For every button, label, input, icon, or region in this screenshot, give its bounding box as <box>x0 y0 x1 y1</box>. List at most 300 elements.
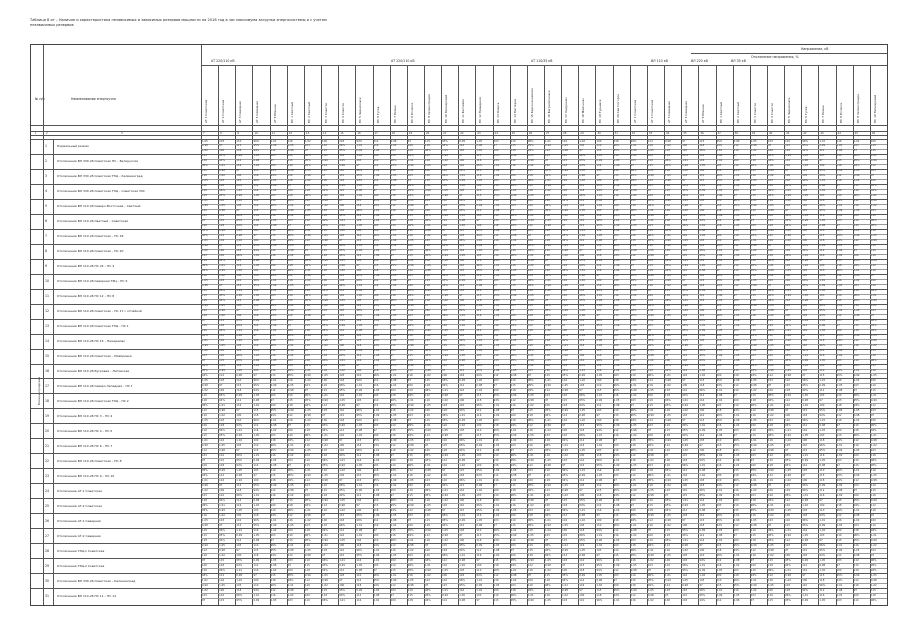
table-cell: 100 <box>494 349 499 352</box>
table-cell: 115 <box>785 284 790 287</box>
table-cell: 95% <box>871 564 877 567</box>
table-cell: 1,02 <box>202 249 208 252</box>
table-cell: 94% <box>202 474 208 477</box>
table-cell: 97 <box>665 594 668 597</box>
table-cell: 0,99 <box>408 364 414 367</box>
table-cell: 97 <box>356 404 359 407</box>
table-cell: 97 <box>528 574 531 577</box>
table-cell: 1,01 <box>819 379 825 382</box>
subrow-rule <box>201 309 887 310</box>
table-cell: 103 <box>871 169 876 172</box>
table-cell: 94% <box>528 489 534 492</box>
header-rotated-label: ПС 11 Балтийск <box>461 99 465 123</box>
table-cell: 110 <box>528 204 533 207</box>
table-cell: 94% <box>871 289 877 292</box>
table-cell: 103 <box>837 319 842 322</box>
table-cell: 110 <box>665 464 670 467</box>
header-rotated-label: ПС 6 Гусев <box>376 107 380 123</box>
table-cell: 1,01 <box>425 224 431 227</box>
table-cell: 116 <box>339 394 344 397</box>
table-cell: 112 <box>682 269 687 272</box>
table-cell: 1,05 <box>322 574 328 577</box>
table-cell: 96% <box>734 199 740 202</box>
table-cell: 0,98 <box>202 524 208 527</box>
table-cell: 118 <box>271 479 276 482</box>
table-cell: 110 <box>391 324 396 327</box>
table-cell: 0,99 <box>494 269 500 272</box>
table-cell: 118 <box>802 274 807 277</box>
table-cell: 112 <box>305 339 310 342</box>
table-cell: 116 <box>494 579 499 582</box>
table-row-number: 22 <box>45 459 49 463</box>
table-cell: 0,98 <box>648 594 654 597</box>
table-row-name: Отключение ВЛ 330 кВ Советская – Калининград <box>57 579 135 583</box>
table-cell: 94% <box>579 364 585 367</box>
table-cell: 96% <box>511 494 517 497</box>
table-cell: 118 <box>425 484 430 487</box>
table-cell: 100 <box>528 479 533 482</box>
table-cell: 95% <box>734 584 740 587</box>
table-cell: 94% <box>871 329 877 332</box>
table-cell: 95% <box>288 374 294 377</box>
table-cell: 96% <box>322 319 328 322</box>
table-cell: 103 <box>219 519 224 522</box>
table-cell: 1,02 <box>734 564 740 567</box>
header-rotated-label: ПС 10 Пионерский <box>873 95 877 123</box>
header-rotated-label: АТ 1 Советская <box>633 100 637 123</box>
table-cell: 103 <box>768 279 773 282</box>
table-cell: 112 <box>682 509 687 512</box>
table-cell: 1,01 <box>356 244 362 247</box>
table-cell: 97 <box>271 499 274 502</box>
table-cell: 100 <box>236 514 241 517</box>
table-cell: 116 <box>785 164 790 167</box>
table-cell: 116 <box>271 214 276 217</box>
table-cell: 115 <box>322 589 327 592</box>
table-cell: 95% <box>442 519 448 522</box>
table-cell: 110 <box>871 244 876 247</box>
table-cell: 0,98 <box>202 284 208 287</box>
table-cell: 116 <box>511 164 516 167</box>
table-cell: 97 <box>837 464 840 467</box>
table-cell: 1,02 <box>202 489 208 492</box>
table-cell: 100 <box>288 289 293 292</box>
table-cell: 1,01 <box>339 219 345 222</box>
table-cell: 95% <box>374 199 380 202</box>
table-cell: 110 <box>785 419 790 422</box>
table-cell: 115 <box>459 469 464 472</box>
table-cell: 103 <box>271 194 276 197</box>
table-cell: 112 <box>699 294 704 297</box>
table-cell: 110 <box>648 299 653 302</box>
table-cell: 1,02 <box>391 244 397 247</box>
table-cell: 1,01 <box>785 569 791 572</box>
table-cell: 1,05 <box>374 389 380 392</box>
table-cell: 94% <box>425 359 431 362</box>
table-cell: 116 <box>528 529 533 532</box>
table-cell: 1,05 <box>648 389 654 392</box>
table-cell: 1,02 <box>339 229 345 232</box>
table-cell: 0,99 <box>253 459 259 462</box>
table-cell: 1,02 <box>614 229 620 232</box>
table-cell: 94% <box>614 214 620 217</box>
table-cell: 94% <box>837 339 843 342</box>
table-cell: 110 <box>288 294 293 297</box>
table-cell: 96% <box>717 514 723 517</box>
table-cell: 1,05 <box>271 559 277 562</box>
table-cell: 116 <box>751 174 756 177</box>
table-cell: 96% <box>271 204 277 207</box>
table-row-number: 7 <box>45 234 47 238</box>
table-cell: 103 <box>442 404 447 407</box>
table-cell: 1,02 <box>528 364 534 367</box>
table-cell: 112 <box>614 189 619 192</box>
table-cell: 96% <box>734 439 740 442</box>
table-cell: 115 <box>837 159 842 162</box>
table-cell: 0,98 <box>682 204 688 207</box>
table-cell: 0,99 <box>596 159 602 162</box>
table-cell: 0,98 <box>785 374 791 377</box>
table-cell: 1,01 <box>614 219 620 222</box>
table-cell: 1,01 <box>253 494 259 497</box>
table-cell: 118 <box>408 599 413 602</box>
table-cell: 97 <box>871 174 874 177</box>
table-cell: 103 <box>425 339 430 342</box>
table-cell: 110 <box>305 459 310 462</box>
table-cell: 94% <box>305 364 311 367</box>
table-cell: 1,02 <box>734 464 740 467</box>
table-cell: 0,99 <box>785 154 791 157</box>
table-cell: 97 <box>271 159 274 162</box>
table-cell: 0,98 <box>322 579 328 582</box>
table-cell: 97 <box>802 474 805 477</box>
table-cell: 94% <box>408 194 414 197</box>
table-cell: 110 <box>734 404 739 407</box>
subrow-rule <box>201 383 887 384</box>
table-cell: 1,02 <box>322 304 328 307</box>
table-cell: 95% <box>802 244 808 247</box>
table-cell: 116 <box>391 549 396 552</box>
table-cell: 118 <box>717 309 722 312</box>
table-cell: 1,05 <box>699 164 705 167</box>
table-cell: 112 <box>305 439 310 442</box>
table-cell: 116 <box>305 304 310 307</box>
table-cell: 116 <box>751 514 756 517</box>
table-cell: 115 <box>408 214 413 217</box>
table-cell: 0,98 <box>562 249 568 252</box>
table-cell: 1,02 <box>305 419 311 422</box>
table-cell: 95% <box>528 144 534 147</box>
table-cell: 1,01 <box>768 404 774 407</box>
table-cell: 1,02 <box>562 214 568 217</box>
table-cell: 116 <box>854 204 859 207</box>
table-cell: 0,99 <box>631 349 637 352</box>
table-cell: 0,98 <box>562 489 568 492</box>
table-cell: 96% <box>665 159 671 162</box>
table-cell: 94% <box>631 419 637 422</box>
table-cell: 110 <box>442 439 447 442</box>
table-cell: 96% <box>785 594 791 597</box>
table-cell: 1,01 <box>579 509 585 512</box>
table-cell: 94% <box>356 519 362 522</box>
table-cell: 1,05 <box>391 414 397 417</box>
table-cell: 97 <box>837 324 840 327</box>
table-cell: 94% <box>665 369 671 372</box>
table-cell: 118 <box>665 294 670 297</box>
table-cell: 1,02 <box>425 234 431 237</box>
table-cell: 115 <box>339 414 344 417</box>
table-cell: 97 <box>734 294 737 297</box>
table-cell: 95% <box>511 359 517 362</box>
table-cell: 94% <box>631 140 637 143</box>
table-cell: 103 <box>751 494 756 497</box>
table-cell: 112 <box>271 389 276 392</box>
table-cell: 112 <box>339 569 344 572</box>
table-cell: 97 <box>356 264 359 267</box>
header-rotated-label: АТ 5 Южная <box>701 104 705 123</box>
table-cell: 112 <box>614 529 619 532</box>
table-cell: 1,02 <box>579 519 585 522</box>
table-cell: 110 <box>854 219 859 222</box>
header-group-4: ВЛ 110 кВ <box>651 59 668 63</box>
table-cell: 1,05 <box>442 329 448 332</box>
table-cell: 1,01 <box>511 429 517 432</box>
table-cell: 118 <box>579 329 584 332</box>
table-cell: 110 <box>476 189 481 192</box>
table-cell: 0,98 <box>494 409 500 412</box>
table-cell: 1,01 <box>425 564 431 567</box>
table-cell: 118 <box>476 499 481 502</box>
table-cell: 1,01 <box>768 264 774 267</box>
table-cell: 100 <box>596 279 601 282</box>
table-cell: 103 <box>631 539 636 542</box>
table-cell: 103 <box>236 304 241 307</box>
table-cell: 100 <box>271 164 276 167</box>
table-cell: 1,05 <box>356 424 362 427</box>
table-cell: 0,98 <box>391 519 397 522</box>
table-cell: 116 <box>562 179 567 182</box>
table-cell: 118 <box>837 504 842 507</box>
table-cell: 116 <box>699 539 704 542</box>
table-cell: 1,05 <box>459 494 465 497</box>
table-cell: 118 <box>699 144 704 147</box>
table-cell: 0,98 <box>236 574 242 577</box>
table-cell: 97 <box>408 179 411 182</box>
table-cell: 95% <box>854 159 860 162</box>
table-cell: 118 <box>459 234 464 237</box>
table-cell: 1,02 <box>837 594 843 597</box>
header-index: 23 <box>477 132 480 135</box>
table-cell: 94% <box>391 269 397 272</box>
table-cell: 112 <box>253 184 258 187</box>
table-cell: 0,98 <box>511 474 517 477</box>
table-cell: 116 <box>374 484 379 487</box>
table-cell: 1,02 <box>408 549 414 552</box>
table-cell: 1,02 <box>339 369 345 372</box>
table-cell: 110 <box>408 389 413 392</box>
table-cell: 94% <box>494 159 500 162</box>
table-cell: 94% <box>682 534 688 537</box>
table-cell: 115 <box>305 224 310 227</box>
table-cell: 103 <box>476 254 481 257</box>
table-cell: 0,98 <box>356 289 362 292</box>
table-cell: 95% <box>734 344 740 347</box>
header-index: 13 <box>306 132 309 135</box>
table-cell: 97 <box>871 514 874 517</box>
table-cell: 118 <box>785 489 790 492</box>
table-cell: 103 <box>665 149 670 152</box>
table-cell: 97 <box>596 554 599 557</box>
table-cell: 116 <box>528 189 533 192</box>
table-cell: 96% <box>614 144 620 147</box>
table-cell: 100 <box>751 324 756 327</box>
table-cell: 96% <box>511 354 517 357</box>
table-cell: 96% <box>442 274 448 277</box>
table-cell: 100 <box>579 454 584 457</box>
table-cell: 100 <box>682 144 687 147</box>
table-cell: 103 <box>785 204 790 207</box>
table-cell: 1,05 <box>837 244 843 247</box>
table-cell: 0,99 <box>494 469 500 472</box>
table-cell: 118 <box>253 274 258 277</box>
table-cell: 115 <box>339 554 344 557</box>
table-cell: 110 <box>682 489 687 492</box>
table-cell: 94% <box>476 574 482 577</box>
table-cell: 100 <box>408 144 413 147</box>
table-cell: 97 <box>288 464 291 467</box>
table-cell: 110 <box>511 519 516 522</box>
table-cell: 97 <box>459 154 462 157</box>
table-cell: 94% <box>391 369 397 372</box>
table-cell: 1,05 <box>219 584 225 587</box>
table-cell: 95% <box>682 189 688 192</box>
header-index: 28 <box>563 132 566 135</box>
table-cell: 116 <box>202 554 207 557</box>
table-cell: 116 <box>339 154 344 157</box>
table-cell: 110 <box>476 429 481 432</box>
table-cell: 96% <box>322 599 328 602</box>
table-cell: 95% <box>459 344 465 347</box>
table-cell: 100 <box>871 140 876 143</box>
table-cell: 103 <box>717 364 722 367</box>
table-cell: 110 <box>459 504 464 507</box>
table-cell: 100 <box>717 574 722 577</box>
table-cell: 110 <box>871 384 876 387</box>
table-cell: 95% <box>648 579 654 582</box>
table-cell: 118 <box>699 384 704 387</box>
table-cell: 112 <box>785 399 790 402</box>
header-index: 9 <box>237 132 239 135</box>
table-cell: 1,05 <box>253 194 259 197</box>
table-cell: 0,99 <box>682 404 688 407</box>
table-cell: 118 <box>476 259 481 262</box>
table-cell: 115 <box>837 259 842 262</box>
table-cell: 94% <box>768 539 774 542</box>
table-cell: 103 <box>579 244 584 247</box>
table-cell: 0,98 <box>391 140 397 143</box>
table-cell: 1,02 <box>322 584 328 587</box>
table-cell: 95% <box>202 469 208 472</box>
table-cell: 0,99 <box>785 534 791 537</box>
table-cell: 100 <box>236 554 241 557</box>
table-cell: 100 <box>528 579 533 582</box>
table-cell: 118 <box>854 529 859 532</box>
table-cell: 1,01 <box>648 209 654 212</box>
table-cell: 94% <box>459 549 465 552</box>
table-cell: 116 <box>236 164 241 167</box>
table-row-number: 18 <box>45 399 49 403</box>
table-cell: 115 <box>785 384 790 387</box>
table-cell: 0,99 <box>202 304 208 307</box>
header-index: 27 <box>546 132 549 135</box>
table-cell: 100 <box>596 140 601 143</box>
table-cell: 96% <box>442 314 448 317</box>
table-cell: 116 <box>202 514 207 517</box>
table-cell: 1,05 <box>408 239 414 242</box>
table-cell: 0,99 <box>785 434 791 437</box>
table-cell: 0,98 <box>528 259 534 262</box>
table-cell: 112 <box>734 484 739 487</box>
table-cell: 0,98 <box>665 279 671 282</box>
header-index: 21 <box>443 132 446 135</box>
table-cell: 1,02 <box>596 204 602 207</box>
table-cell: 116 <box>734 349 739 352</box>
table-cell: 1,02 <box>699 334 705 337</box>
table-cell: 95% <box>528 384 534 387</box>
table-cell: 1,05 <box>476 279 482 282</box>
table-cell: 0,98 <box>665 379 671 382</box>
table-cell: 1,05 <box>442 429 448 432</box>
table-cell: 97 <box>751 599 754 602</box>
table-cell: 112 <box>494 474 499 477</box>
table-cell: 97 <box>837 184 840 187</box>
table-cell: 118 <box>819 479 824 482</box>
table-cell: 110 <box>614 169 619 172</box>
table-cell: 112 <box>648 179 653 182</box>
table-cell: 0,98 <box>596 439 602 442</box>
table-cell: 112 <box>271 249 276 252</box>
table-cell: 97 <box>511 449 514 452</box>
table-cell: 112 <box>494 334 499 337</box>
table-cell: 95% <box>631 314 637 317</box>
table-cell: 0,99 <box>648 554 654 557</box>
table-cell: 0,99 <box>339 424 345 427</box>
table-cell: 1,02 <box>682 169 688 172</box>
header-index: 22 <box>460 132 463 135</box>
table-cell: 94% <box>631 519 637 522</box>
table-cell: 115 <box>391 429 396 432</box>
table-cell: 94% <box>562 339 568 342</box>
table-cell: 0,99 <box>854 474 860 477</box>
table-cell: 115 <box>476 154 481 157</box>
table-cell: 100 <box>288 569 293 572</box>
table-cell: 0,98 <box>682 304 688 307</box>
table-cell: 95% <box>699 494 705 497</box>
table-cell: 94% <box>476 374 482 377</box>
table-cell: 95% <box>596 324 602 327</box>
table-row-number: 16 <box>45 369 49 373</box>
table-cell: 95% <box>785 459 791 462</box>
table-cell: 112 <box>854 439 859 442</box>
table-cell: 103 <box>425 579 430 582</box>
table-cell: 97 <box>819 299 822 302</box>
table-cell: 115 <box>288 259 293 262</box>
subrow-rule <box>201 369 887 370</box>
table-cell: 112 <box>665 444 670 447</box>
table-cell: 1,01 <box>356 524 362 527</box>
table-cell: 118 <box>391 154 396 157</box>
table-cell: 103 <box>425 199 430 202</box>
